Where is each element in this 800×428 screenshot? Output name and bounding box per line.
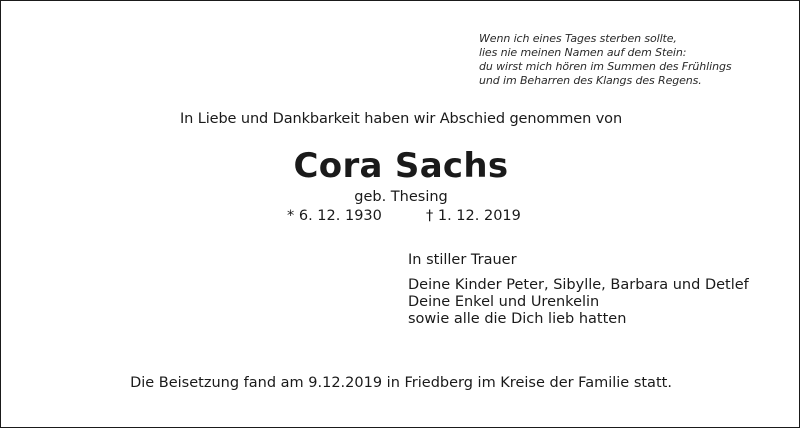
birth-date: * 6. 12. 1930 [287,208,382,224]
poem-line: und im Beharren des Klangs des Regens. [479,74,702,87]
intro-text [1,111,800,127]
mourner-line: Deine Enkel und Urenkelin [408,294,600,310]
poem [479,32,779,88]
poem-line: lies nie meinen Namen auf dem Stein: [479,46,687,59]
maiden-name: geb. Thesing [354,189,448,205]
poem-line: du wirst mich hören im Summen des Frühlings [479,60,732,73]
mourner-line: Deine Kinder Peter, Sibylle, Barbara und Detlef [408,277,749,293]
mourners-list [408,277,749,328]
mourning-heading: In stiller Trauer [408,252,517,268]
mourner-line: sowie alle die Dich lieb hatten [408,311,627,327]
death-date: † 1. 12. 2019 [426,208,521,224]
intro-line: In Liebe und Dankbarkeit haben wir Abschied genommen von [179,111,623,127]
funeral-note: Die Beisetzung fand am 9.12.2019 in Friedberg im Kreise der Familie statt. [130,375,672,391]
deceased-name: Cora Sachs [293,146,509,186]
poem-line: Wenn ich eines Tages sterben sollte, [479,32,677,45]
